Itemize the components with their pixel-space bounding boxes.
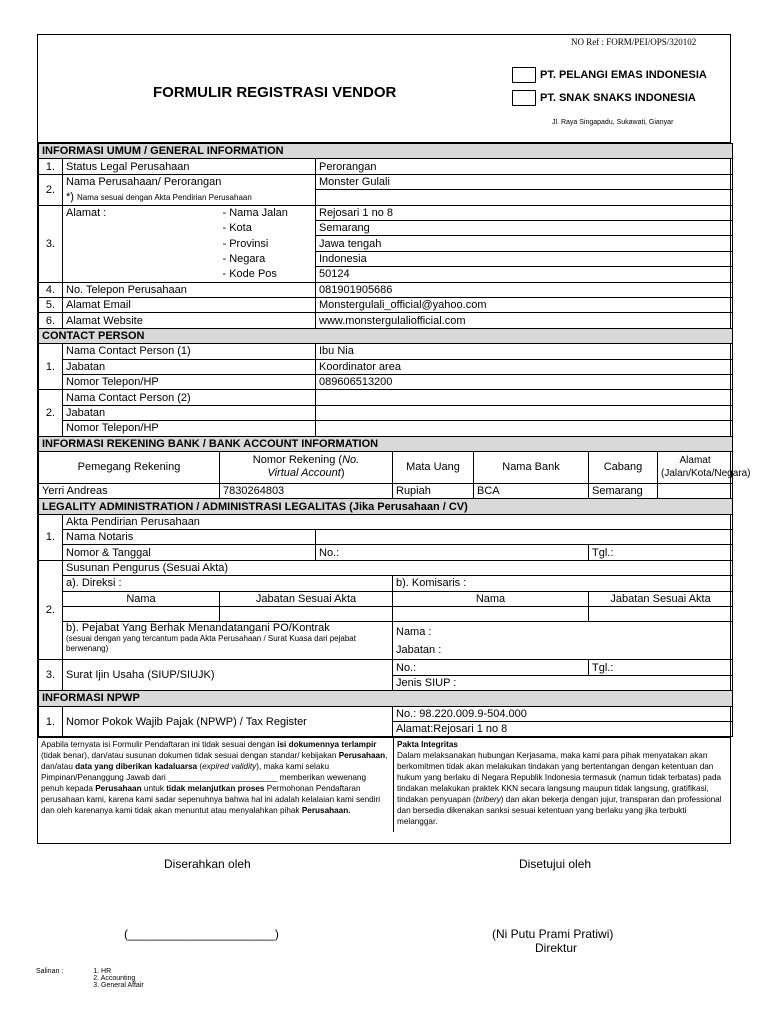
empty-cell xyxy=(63,221,220,236)
label-contact-1-phone: Nomor Telepon/HP xyxy=(63,374,316,389)
submitter-signature-line[interactable]: (______________________) xyxy=(124,927,279,941)
value-notary[interactable] xyxy=(316,530,733,545)
label-signatory: b). Pejabat Yang Berhak Menandatangani PO/Kontrak xyxy=(66,622,330,635)
value-website[interactable]: www.monstergulaliofficial.com xyxy=(316,313,733,328)
header-commissioner-name: Nama xyxy=(393,591,589,606)
value-contact-2-name[interactable] xyxy=(316,390,733,405)
label-phone: No. Telepon Perusahaan xyxy=(63,282,316,297)
company-option-1[interactable] xyxy=(512,67,707,83)
row-number: 1. xyxy=(39,344,63,390)
value-province[interactable]: Jawa tengah xyxy=(316,236,733,251)
value-company-name[interactable]: Monster Gulali xyxy=(316,174,733,189)
header-branch: Cabang xyxy=(589,451,658,483)
value-license-date[interactable]: Tgl.: xyxy=(589,660,733,675)
value-currency[interactable]: Rupiah xyxy=(393,483,474,498)
section-general-info: INFORMASI UMUM / GENERAL INFORMATION xyxy=(39,144,733,159)
value-commissioner-title[interactable] xyxy=(589,607,733,622)
label-notary: Nama Notaris xyxy=(63,530,316,545)
value-email[interactable]: Monstergulali_official@yahoo.com xyxy=(316,298,733,313)
value-contact-1-phone[interactable]: 089606513200 xyxy=(316,374,733,389)
copy-item: 2. Accounting xyxy=(93,975,136,982)
reference-number: NO Ref : FORM/PEI/OPS/320102 xyxy=(571,37,697,47)
row-number: 1. xyxy=(39,514,63,560)
row-number: 2. xyxy=(39,560,63,660)
signatory-cell xyxy=(63,622,393,660)
header-director-title: Jabatan Sesuai Akta xyxy=(220,591,393,606)
copy-item: 1. HR xyxy=(93,968,112,975)
header-account-number: Nomor Rekening (No. Virtual Account) xyxy=(220,451,393,483)
value-country[interactable]: Indonesia xyxy=(316,251,733,266)
row-number: 1. xyxy=(39,159,63,174)
value-director-name[interactable] xyxy=(63,607,220,622)
copy-item: 3. General Affair xyxy=(93,982,144,989)
label-city: - Kota xyxy=(220,221,316,236)
company-address: Jl. Raya Singapadu, Sukawati, Gianyar xyxy=(552,119,674,126)
integrity-pact: Pakta Integritas Dalam melaksanakan hubungan Kerjasama, maka kami para pihak menyatakan akan berkomitmen tidak akan melakukan tindakan yang bertentangan dengan ketentuan dan hukum yang berlaku di Negara Republik Indonesia termasuk (namun tidak terbatas) pada tindakan melakukan praktek KKN secara langsung maupun tidak langsung, gratifikasi, tindakan penyuapan (bribery) dan akan bekerja dengan jujur, transparan dan professional dan bersedia dikenakan sanksi sesuai ketentuan yang berlaku yang jika terbukti melanggar. xyxy=(397,740,722,827)
header-commissioner-title: Jabatan Sesuai Akta xyxy=(589,591,733,606)
approver-name: (Ni Putu Prami Pratiwi) xyxy=(492,927,614,941)
label-country: - Negara xyxy=(220,251,316,266)
label-number-date: Nomor & Tanggal xyxy=(63,545,316,560)
label-contact-2-title: Jabatan xyxy=(63,405,316,420)
value-commissioner-name[interactable] xyxy=(393,607,589,622)
empty-cell xyxy=(63,251,220,266)
checkbox-company-1[interactable] xyxy=(512,67,536,83)
copies-label: Salinan : xyxy=(36,968,64,975)
value-branch[interactable]: Semarang xyxy=(589,483,658,498)
value-contact-1-name[interactable]: Ibu Nia xyxy=(316,344,733,359)
empty-cell xyxy=(63,236,220,251)
label-province: - Provinsi xyxy=(220,236,316,251)
row-number: 3. xyxy=(39,660,63,691)
value-npwp-number[interactable]: No.: 98.220.009.9-504.000 xyxy=(393,706,733,721)
label-email: Alamat Email xyxy=(63,298,316,313)
label-management: Susunan Pengurus (Sesuai Akta) xyxy=(63,560,733,575)
value-signatory-title[interactable]: Jabatan : xyxy=(393,641,733,660)
value-contact-2-title[interactable] xyxy=(316,405,733,420)
value-postal-code[interactable]: 50124 xyxy=(316,267,733,282)
submitted-by-label: Diserahkan oleh xyxy=(164,857,251,871)
value-phone[interactable]: 081901905686 xyxy=(316,282,733,297)
form-title: FORMULIR REGISTRASI VENDOR xyxy=(153,84,397,101)
label-contact-1-name: Nama Contact Person (1) xyxy=(63,344,316,359)
label-address: Alamat : xyxy=(63,205,220,220)
company-option-2[interactable] xyxy=(512,90,696,106)
value-npwp-address[interactable]: Alamat:Rejosari 1 no 8 xyxy=(393,722,733,737)
header-currency: Mata Uang xyxy=(393,451,474,483)
row-number: 6. xyxy=(39,313,63,328)
value-director-title[interactable] xyxy=(220,607,393,622)
company-2-label: PT. SNAK SNAKS INDONESIA xyxy=(540,92,696,104)
value-deed-number[interactable]: No.: xyxy=(316,545,589,560)
value-deed-date[interactable]: Tgl.: xyxy=(589,545,733,560)
label-street: - Nama Jalan xyxy=(220,205,316,220)
label-website: Alamat Website xyxy=(63,313,316,328)
label-legal-status: Status Legal Perusahaan xyxy=(63,159,316,174)
label-contact-1-title: Jabatan xyxy=(63,359,316,374)
label-deed: Akta Pendirian Perusahaan xyxy=(63,514,733,529)
row-number: 1. xyxy=(39,706,63,737)
row-number: 2. xyxy=(39,390,63,436)
checkbox-company-2[interactable] xyxy=(512,90,536,106)
value-account-number[interactable]: 7830264803 xyxy=(220,483,393,498)
label-business-license: Surat Ijin Usaha (SIUP/SIUJK) xyxy=(63,660,393,691)
value-street[interactable]: Rejosari 1 no 8 xyxy=(316,205,733,220)
approved-by-label: Disetujui oleh xyxy=(519,857,592,871)
form-header xyxy=(38,35,730,143)
approver-title: Direktur xyxy=(535,941,578,955)
value-signatory-name[interactable]: Nama : xyxy=(393,622,733,641)
value-license-number[interactable]: No.: xyxy=(393,660,589,675)
header-account-holder: Pemegang Rekening xyxy=(39,451,220,483)
value-bank-name[interactable]: BCA xyxy=(474,483,589,498)
label-postal-code: - Kode Pos xyxy=(220,267,316,282)
empty-cell xyxy=(316,190,733,206)
value-bank-address[interactable] xyxy=(658,483,733,498)
label-contact-2-phone: Nomor Telepon/HP xyxy=(63,421,316,436)
value-account-holder[interactable]: Yerri Andreas xyxy=(39,483,220,498)
label-commissioners: b). Komisaris : xyxy=(393,576,733,591)
declaration-text: Apabila ternyata isi Formulir Pendaftaran ini tidak sesuai dengan isi dokumennya terlampir (tidak benar), dan/atau susunan dokumen tidak sesuai dengan standar/ kebijakan Perusahaan, dan/atau data yang diberikan kadaluarsa (expired validity), maka kami selaku Pimpinan/Penanggung Jawab dari ________________________ memberikan wewenang penuh kepada Perusahaan untuk tidak melanjutkan proses Permohonan Pendaftaran perusahaan kami, karena kami sadar sepenuhnya bahwa hal ini adalah kelalaian kami sendiri dan oleh karenanya kami tidak akan menuntut atau menyalahkan pihak Perusahaan. xyxy=(38,738,394,832)
value-contact-2-phone[interactable] xyxy=(316,421,733,436)
section-npwp: INFORMASI NPWP xyxy=(39,691,733,706)
copies-list xyxy=(36,968,144,989)
row-number: 4. xyxy=(39,282,63,297)
header-director-name: Nama xyxy=(63,591,220,606)
value-city[interactable]: Semarang xyxy=(316,221,733,236)
row-number: 3. xyxy=(39,205,63,282)
header-bank-name: Nama Bank xyxy=(474,451,589,483)
company-1-label: PT. PELANGI EMAS INDONESIA xyxy=(540,69,707,81)
company-name-note: *) Nama sesuai dengan Akta Pendirian Perusahaan xyxy=(63,190,316,206)
section-legality: LEGALITY ADMINISTRATION / ADMINISTRASI LEGALITAS (Jika Perusahaan / CV) xyxy=(39,499,733,514)
value-legal-status[interactable]: Perorangan xyxy=(316,159,733,174)
header-bank-address: Alamat (Jalan/Kota/Negara) xyxy=(658,451,733,483)
row-number: 5. xyxy=(39,298,63,313)
vendor-registration-form xyxy=(37,34,751,844)
empty-cell xyxy=(63,267,220,282)
row-number: 2. xyxy=(39,174,63,205)
section-contact-person: CONTACT PERSON xyxy=(39,328,733,343)
footer-statements xyxy=(38,737,730,832)
integrity-pact-title: Pakta Integritas xyxy=(397,740,458,750)
label-directors: a). Direksi : xyxy=(63,576,393,591)
label-company-name: Nama Perusahaan/ Perorangan xyxy=(63,174,316,189)
value-license-type[interactable]: Jenis SIUP : xyxy=(393,675,733,690)
section-bank-info: INFORMASI REKENING BANK / BANK ACCOUNT INFORMATION xyxy=(39,436,733,451)
form-table xyxy=(38,143,751,737)
label-npwp: Nomor Pokok Wajib Pajak (NPWP) / Tax Register xyxy=(63,706,393,737)
label-contact-2-name: Nama Contact Person (2) xyxy=(63,390,316,405)
signatory-note: (sesuai dengan yang tercantum pada Akta Perusahaan / Surat Kuasa dari pejabat berwenang) xyxy=(66,634,356,654)
value-contact-1-title[interactable]: Koordinator area xyxy=(316,359,733,374)
